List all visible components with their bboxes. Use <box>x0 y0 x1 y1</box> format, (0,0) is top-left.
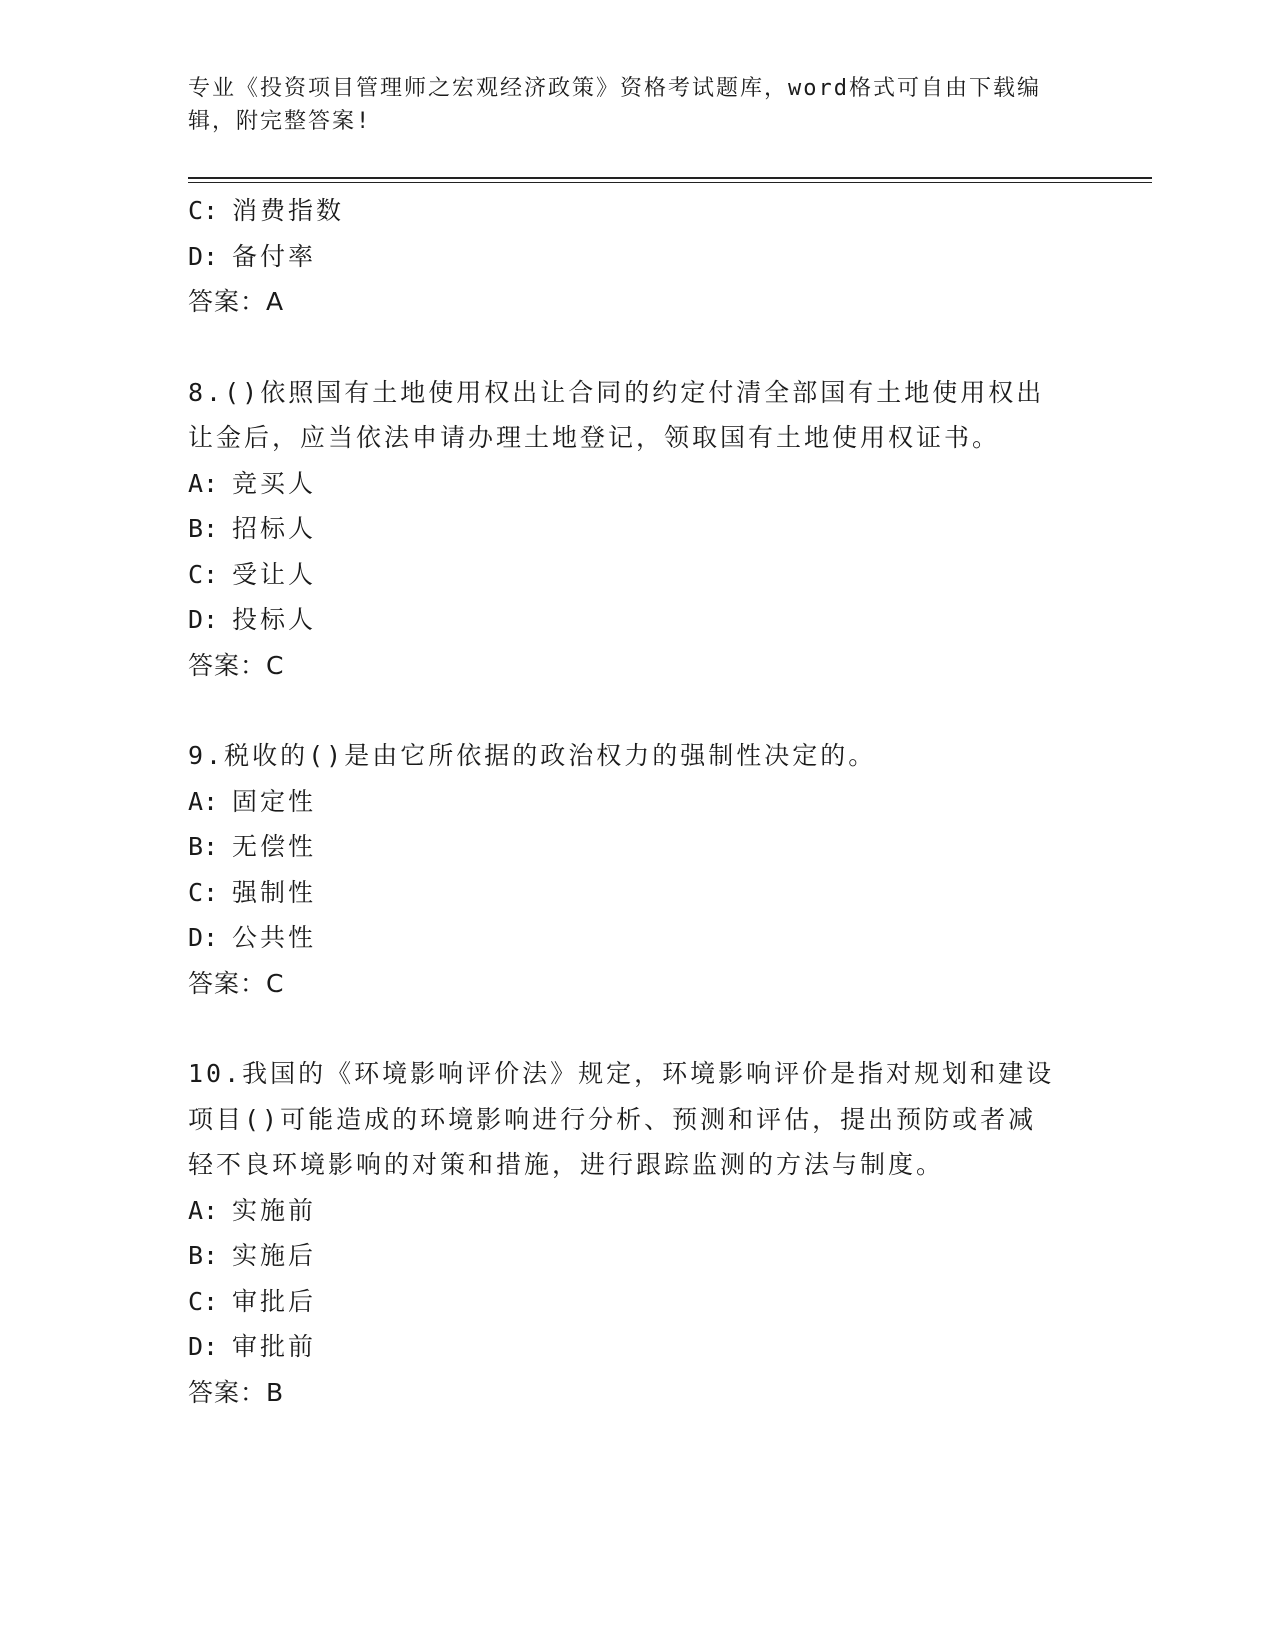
question-block-10 <box>188 1051 1088 1415</box>
question-block-8 <box>188 370 1088 689</box>
option-key: C: <box>188 877 219 907</box>
answer-line: 答案：C <box>188 968 285 998</box>
option-text: 审批前 <box>232 1332 317 1361</box>
prev-question-block <box>188 188 1088 325</box>
answer-line: 答案：A <box>188 287 285 316</box>
option-text: 实施后 <box>232 1241 317 1270</box>
answer-line: 答案：B <box>188 1377 285 1407</box>
question-stem-line: 8.()依照国有土地使用权出让合同的约定付清全部国有土地使用权出 <box>188 377 1045 407</box>
option-key: D: <box>188 1332 219 1361</box>
option-line <box>188 1279 1088 1325</box>
option-line <box>188 552 1088 598</box>
question-stem-line: 9.税收的()是由它所依据的政治权力的强制性决定的。 <box>188 741 877 770</box>
option-key: D: <box>188 923 219 952</box>
option-line <box>188 461 1088 507</box>
question-stem-line: 轻不良环境影响的对策和措施，进行跟踪监测的方法与制度。 <box>188 1150 945 1179</box>
option-key: C: <box>188 559 219 589</box>
option-text: 招标人 <box>232 514 317 543</box>
option-text: 无偿性 <box>232 832 317 861</box>
option-line <box>188 915 1088 961</box>
option-key: D: <box>188 241 219 271</box>
question-block-9 <box>188 733 1088 1006</box>
question-stem-line: 让金后，应当依法申请办理土地登记，领取国有土地使用权证书。 <box>188 423 1001 452</box>
option-key: A: <box>188 786 219 816</box>
option-text: 固定性 <box>232 786 317 816</box>
option-text: 实施前 <box>232 1195 317 1225</box>
option-text: 备付率 <box>232 241 317 271</box>
option-line <box>188 779 1088 825</box>
option-key: C: <box>188 196 219 225</box>
question-stem-line: 10.我国的《环境影响评价法》规定，环境影响评价是指对规划和建设 <box>188 1059 1055 1088</box>
header-line-1: 专业《投资项目管理师之宏观经济政策》资格考试题库，word格式可自由下载编 <box>188 76 1041 101</box>
option-line <box>188 1233 1088 1279</box>
header-line-2: 辑，附完整答案! <box>188 109 372 134</box>
option-line <box>188 1324 1088 1370</box>
option-text: 强制性 <box>232 877 317 907</box>
option-text: 公共性 <box>232 923 317 952</box>
option-line <box>188 824 1088 870</box>
option-line <box>188 597 1088 643</box>
option-line <box>188 870 1088 916</box>
option-text: 消费指数 <box>232 196 345 225</box>
option-text: 受让人 <box>232 559 317 589</box>
header-rule-thin <box>188 182 1152 183</box>
option-key: C: <box>188 1286 219 1316</box>
option-text: 竞买人 <box>232 468 317 498</box>
option-key: A: <box>188 1195 219 1225</box>
option-line <box>188 1188 1088 1234</box>
option-line <box>188 234 1088 280</box>
header-rule-thick <box>188 177 1152 179</box>
option-key: A: <box>188 468 219 498</box>
option-key: B: <box>188 514 219 543</box>
option-key: D: <box>188 605 219 634</box>
answer-line: 答案：C <box>188 650 285 680</box>
option-key: B: <box>188 832 219 861</box>
option-text: 审批后 <box>232 1286 317 1316</box>
page-header <box>188 72 1068 138</box>
option-line <box>188 188 1088 234</box>
option-text: 投标人 <box>232 605 317 634</box>
option-line <box>188 506 1088 552</box>
question-content <box>188 188 1088 1415</box>
question-stem-line: 项目()可能造成的环境影响进行分析、预测和评估，提出预防或者减 <box>188 1104 1037 1134</box>
option-key: B: <box>188 1241 219 1270</box>
